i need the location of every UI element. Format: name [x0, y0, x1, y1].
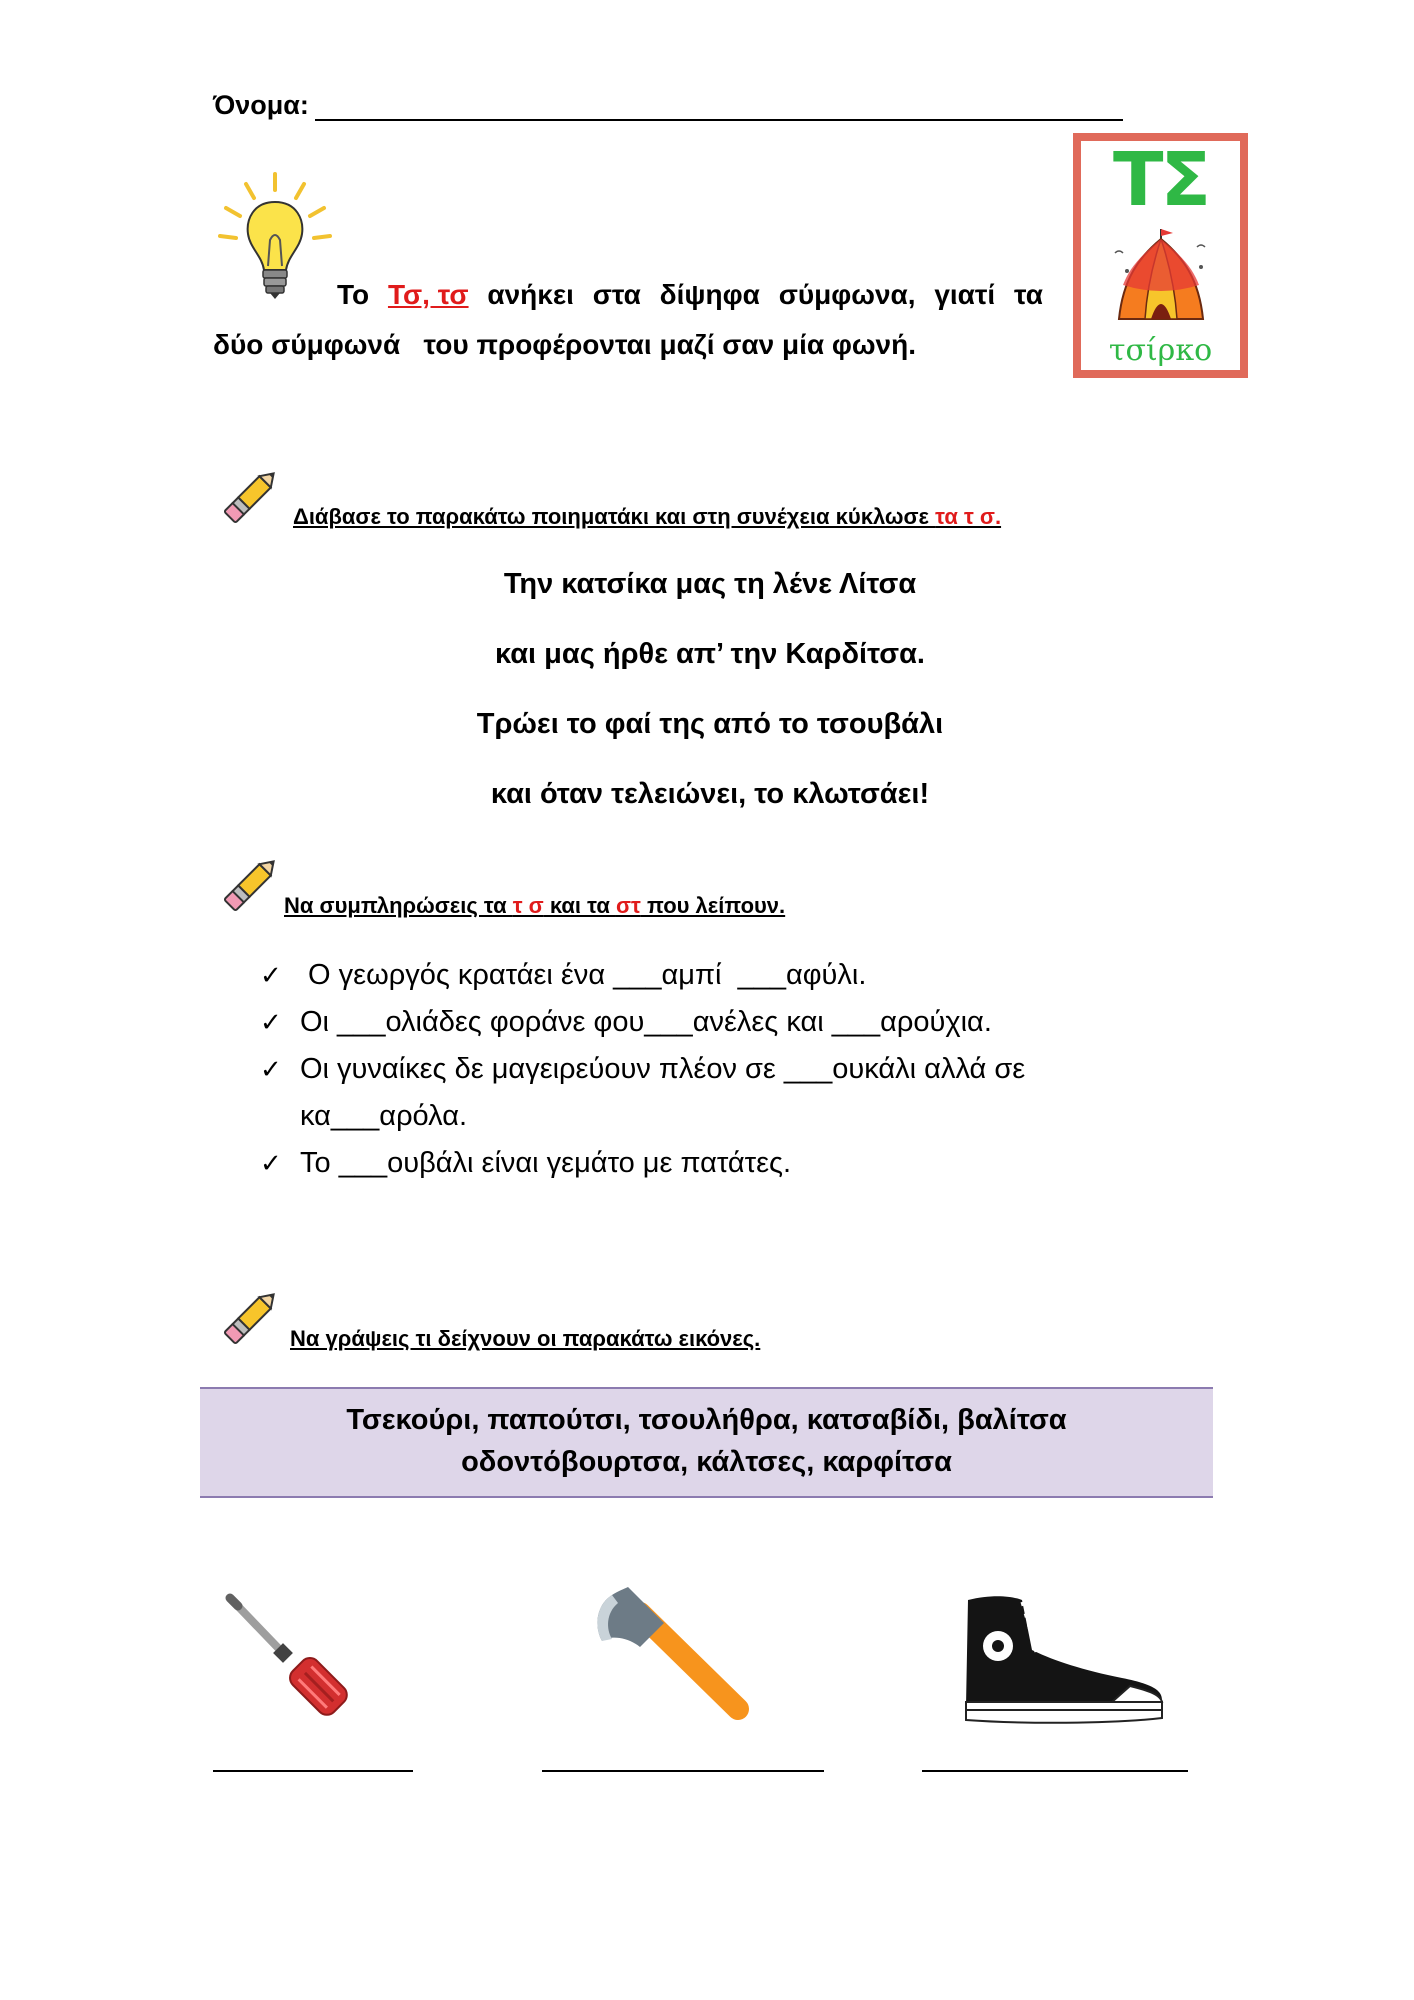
exercise-item: ✓ Οι ___ολιάδες φοράνε φου___ανέλες και ___αρούχια.: [260, 999, 1160, 1046]
exercise-item: ✓ Οι γυναίκες δε μαγειρεύουν πλέον σε ___ουκάλι αλλά σε κα___αρόλα.: [260, 1046, 1100, 1140]
poem-line: Την κατσίκα μας τη λένε Λίτσα: [503, 568, 917, 600]
answer-line-2[interactable]: [542, 1770, 824, 1772]
instruction-heading-3: Να γράψεις τι δείχνουν οι παρακάτω εικόνες.: [290, 1326, 761, 1351]
instruction-heading-1: Διάβασε το παρακάτω ποιηματάκι και στη συνέχεια κύκλωσε τα τ σ.: [293, 504, 1002, 529]
checkmark-icon: ✓: [260, 1054, 282, 1084]
name-label: Όνομα:: [213, 90, 309, 120]
name-blank-line[interactable]: [315, 95, 1123, 121]
intro-word: τα: [1013, 279, 1043, 310]
checkmark-icon: ✓: [260, 1148, 282, 1178]
pencil-icon: [217, 1283, 285, 1351]
pencil-icon: [217, 462, 285, 530]
axe-icon: [588, 1583, 758, 1723]
fill-in-exercise: [260, 952, 1160, 1187]
checkmark-icon: ✓: [260, 1007, 282, 1037]
sneaker-icon: [962, 1590, 1170, 1728]
word-bank-line: οδοντόβουρτσα, κάλτσες, καρφίτσα: [461, 1446, 952, 1478]
poem-line: Τρώει το φαί της από το τσουβάλι: [476, 708, 944, 740]
word-bank-line: Τσεκούρι, παπούτσι, τσουλήθρα, κατσαβίδι, βαλίτσα: [346, 1404, 1067, 1436]
intro-word: ανήκει: [487, 279, 574, 310]
poem-line: και όταν τελειώνει, το κλωτσάει!: [490, 778, 930, 810]
intro-word: σύμφωνα,: [778, 279, 916, 310]
intro-word: Το: [337, 279, 370, 310]
answer-line-1[interactable]: [213, 1770, 413, 1772]
answer-line-3[interactable]: [922, 1770, 1188, 1772]
pencil-icon: [217, 850, 285, 918]
letter-card: [1073, 133, 1248, 378]
word-bank: [200, 1387, 1213, 1498]
heading-highlight: τα τ σ.: [935, 504, 1002, 529]
circus-tent-icon: [1109, 223, 1214, 328]
intro-word: δίψηφα: [659, 279, 760, 310]
intro-line-2: δύο σύμφωνά του προφέρονται μαζί σαν μία φωνή.: [213, 329, 917, 360]
poem-line: και μας ήρθε απ’ την Καρδίτσα.: [495, 638, 925, 670]
card-title: ΤΣ: [1112, 137, 1209, 223]
instruction-heading-2: Να συμπληρώσεις τα τ σ και τα στ που λείπουν.: [284, 893, 786, 918]
exercise-item: ✓ Ο γεωργός κρατάει ένα ___αμπί ___αφύλι.: [260, 952, 1160, 999]
poem: [300, 566, 1120, 846]
name-field: [213, 90, 1123, 121]
intro-highlight-ts: Τσ, τσ: [387, 279, 469, 310]
intro-paragraph: [213, 270, 1043, 370]
checkmark-icon: ✓: [260, 960, 282, 990]
intro-word: γιατί: [934, 279, 996, 310]
screwdriver-icon: [222, 1590, 357, 1725]
exercise-item: ✓ Το ___ουβάλι είναι γεμάτο με πατάτες.: [260, 1140, 1160, 1187]
intro-word: στα: [592, 279, 641, 310]
card-word: τσίρκο: [1108, 333, 1213, 368]
